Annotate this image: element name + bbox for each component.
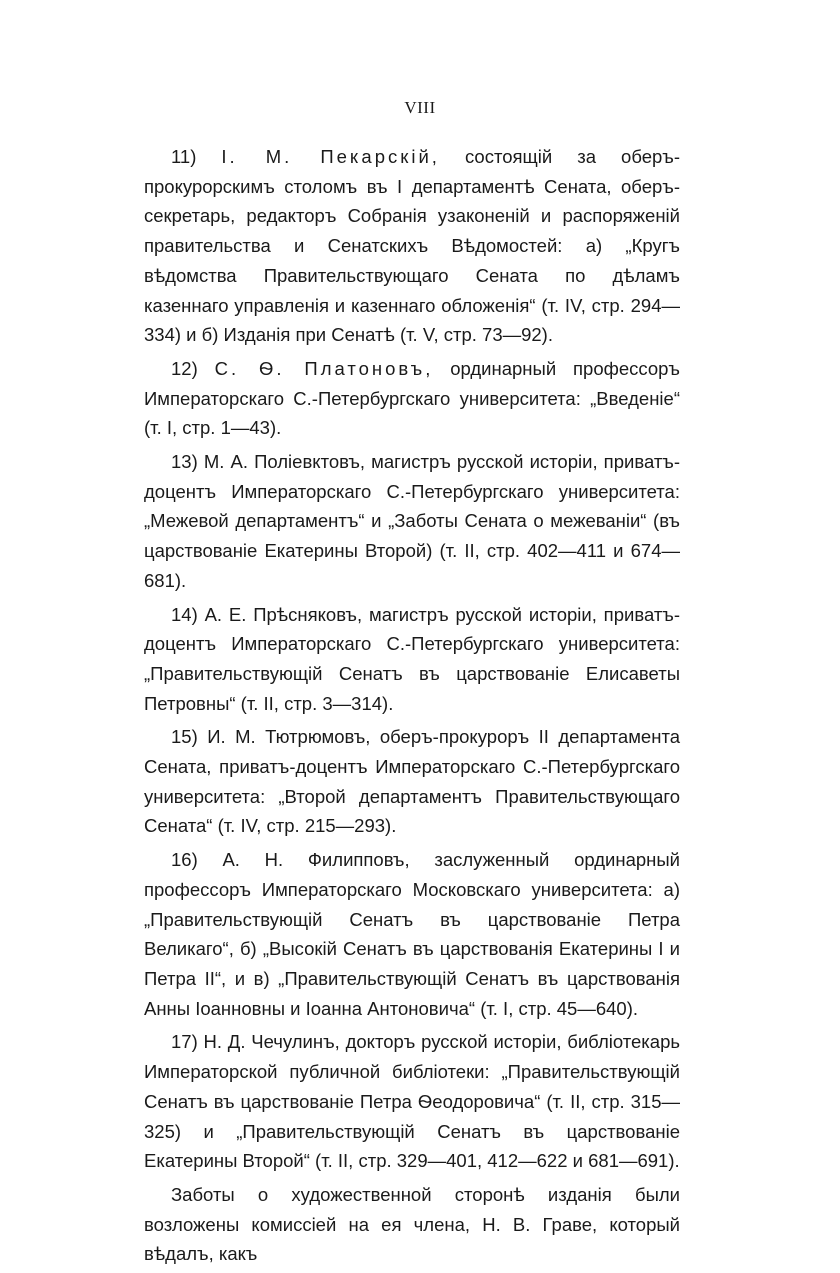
- entry-index: 14): [171, 603, 198, 625]
- entry-author: С. Ѳ. Платоновъ,: [214, 357, 434, 379]
- entry-12: [144, 354, 680, 443]
- entry-description: докторъ русской исторіи, библіотекарь Императорской публичной библіотеки: „Правительствующій Сенатъ въ царствованіе Петра Ѳеодоровича“ (т. II, стр. 315—325) и „Правительствующій Сенатъ въ царствованіе Екатерины Второй“ (т. II, стр. 329—401, 412—622 и 681—691).: [144, 1031, 681, 1172]
- entry-index: 15): [171, 726, 198, 748]
- entry-description: состоящій за оберъ-прокурорскимъ столомъ въ I департаментѣ Сената, оберъ-секретарь, редакторъ Собранія узаконеній и распоряженій правительства и Сенатскихъ Вѣдомостей: а) „Кругъ вѣдомства Правительствующаго Сената по дѣламъ казеннаго управленія и казеннаго обложенія“ (т. IV, стр. 294—334) и б) Изданія при Сенатѣ (т. V, стр. 73—92).: [144, 146, 681, 346]
- entry-14: [144, 600, 680, 719]
- page-number: VIII: [404, 98, 436, 117]
- entry-description: заслуженный ординарный профессоръ Императорскаго Московскаго университета: а) „Правительствующій Сенатъ въ царствованіе Петра Великаго“, б) „Высокій Сенатъ въ царствованія Екатерины I и Петра II“, и в) „Правительствующій Сенатъ въ царствованія Анны Іоанновны и Іоанна Антоновича“ (т. I, стр. 45—640).: [144, 849, 680, 1019]
- entry-index: 16): [171, 849, 198, 871]
- entry-author: I. М. Пекарскій,: [221, 146, 440, 167]
- entry-author: А. Е. Прѣсняковъ,: [204, 603, 363, 625]
- entry-index: 11): [171, 146, 197, 167]
- entry-17: [144, 1027, 680, 1176]
- entry-13: [144, 447, 680, 596]
- body-text: [144, 142, 680, 1273]
- entry-index: 17): [171, 1031, 198, 1053]
- entry-index: 12): [171, 357, 198, 379]
- entry-index: 13): [171, 451, 198, 473]
- entry-author: А. Н. Филипповъ,: [222, 849, 410, 871]
- entry-16: [144, 845, 680, 1023]
- entry-description: ординарный профессоръ Императорскаго С.-Петербургскаго университета: „Введеніе“ (т. I, стр. 1—43).: [144, 357, 680, 439]
- entry-description: оберъ-прокуроръ II департамента Сената, приватъ-доцентъ Императорскаго С.-Петербургскаго университета: „Второй департаментъ Правительствующаго Сената“ (т. IV, стр. 215—293).: [144, 726, 680, 837]
- entry-15: [144, 722, 680, 841]
- entry-description: магистръ русской исторіи, приватъ-доцентъ Императорскаго С.-Петербургскаго университета: „Правительствующій Сенатъ въ царствованіе Елисаветы Петровны“ (т. II, стр. 3—314).: [144, 603, 681, 714]
- entry-author: И. М. Тютрюмовъ,: [207, 726, 371, 748]
- closing-paragraph: Заботы о художественной сторонѣ изданія были возложены комиссіей на ея члена, Н. В. Граве, который вѣдалъ, какъ: [144, 1183, 680, 1265]
- entry-author: Н. Д. Чечулинъ,: [203, 1031, 340, 1053]
- entry-description: магистръ русской исторіи, приватъ-доцентъ Императорскаго С.-Петербургскаго университета: „Межевой департаментъ“ и „Заботы Сената о межеваніи“ (въ царствованіе Екатерины Второй) (т. II, стр. 402—411 и 674—681).: [144, 451, 681, 591]
- entry-11: [144, 142, 680, 350]
- entry-author: М. А. Поліевктовъ,: [203, 451, 366, 473]
